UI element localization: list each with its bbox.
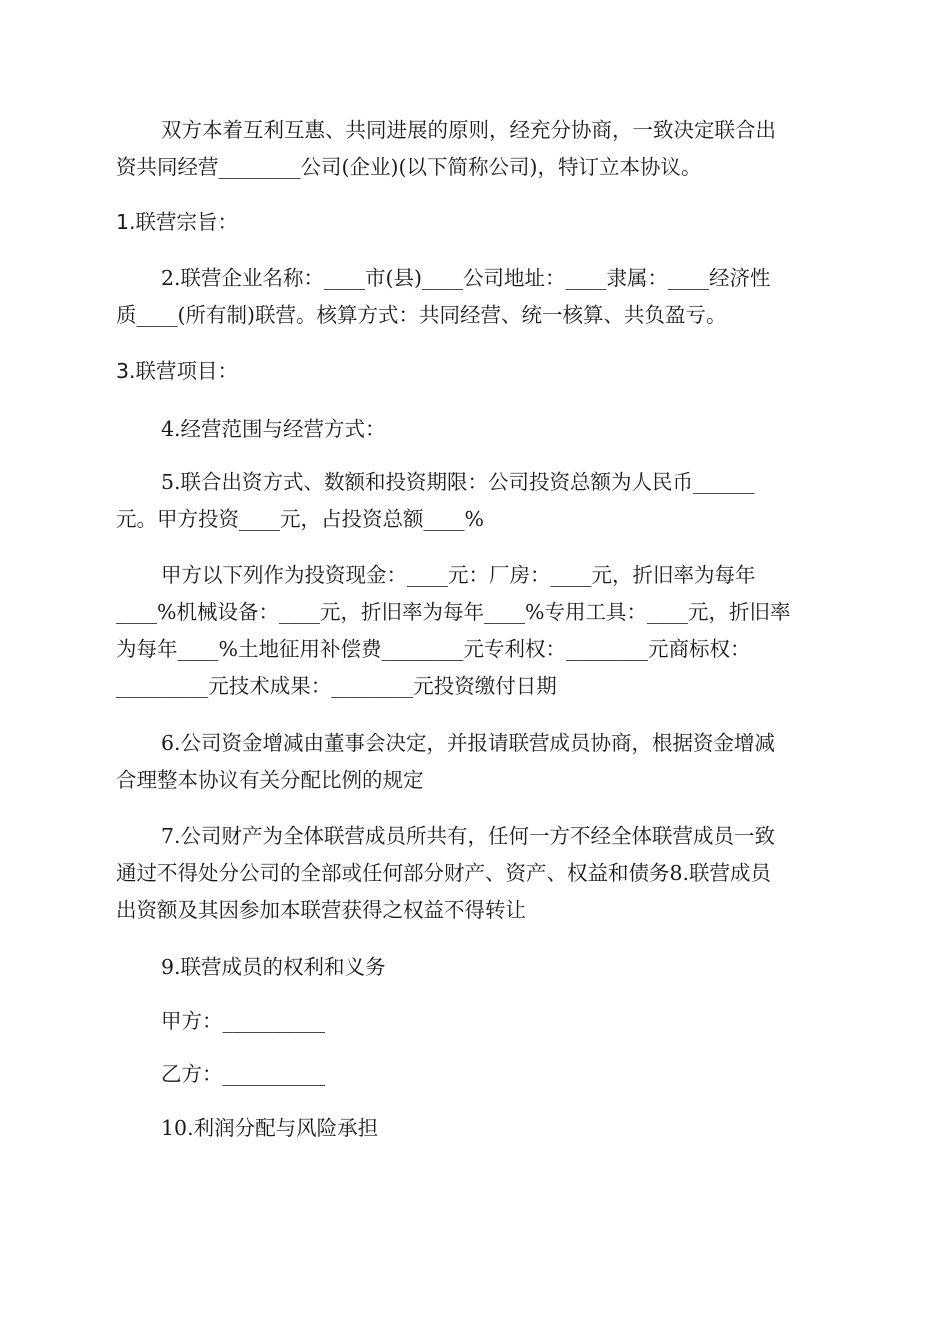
clause-10 [116, 1110, 836, 1147]
clause-5 [116, 464, 836, 538]
text-line: 出资额及其因参加本联营获得之权益不得转让 [116, 898, 526, 922]
text-line: 4.经营范围与经营方式： [161, 417, 386, 441]
section-heading-3 [116, 353, 836, 390]
clause-9 [116, 949, 836, 986]
text-line: 甲方以下列作为投资现金：____元：厂房：____元，折旧率为每年 [161, 563, 756, 587]
text-line: 3.联营项目： [116, 359, 239, 383]
clause-5-detail [116, 557, 836, 705]
text-line: 7.公司财产为全体联营成员所共有，任何一方不经全体联营成员一致 [161, 824, 776, 848]
text-line: 2.联营企业名称：____市(县)____公司地址：____隶属：____经济性 [161, 266, 771, 290]
text-line: 5.联合出资方式、数额和投资期限：公司投资总额为人民币______ [161, 470, 755, 494]
text-line: 乙方：__________ [161, 1062, 325, 1086]
text-line: 元。甲方投资____元，占投资总额____% [116, 507, 484, 531]
text-line: 通过不得处分公司的全部或任何部分财产、资产、权益和债务8.联营成员 [116, 861, 772, 885]
text-line: 为每年____%土地征用补偿费________元专利权：________元商标权： [116, 637, 751, 661]
text-line: 资共同经营________公司(企业)(以下简称公司)，特订立本协议。 [116, 155, 702, 179]
text-line: 9.联营成员的权利和义务 [161, 955, 386, 979]
text-line: _________元技术成果：________元投资缴付日期 [116, 674, 557, 698]
text-line: 1.联营宗旨： [116, 210, 239, 234]
clause-2 [116, 260, 836, 334]
intro-paragraph [116, 112, 836, 186]
clause-6 [116, 725, 836, 799]
party-a-line [116, 1003, 836, 1040]
text-line: 10.利润分配与风险承担 [161, 1116, 379, 1140]
text-line: 质____(所有制)联营。核算方式：共同经营、统一核算、共负盈亏。 [116, 303, 727, 327]
text-line: 6.公司资金增减由董事会决定，并报请联营成员协商，根据资金增减 [161, 731, 776, 755]
section-heading-1 [116, 204, 836, 241]
clause-4 [116, 411, 836, 448]
party-b-line [116, 1056, 836, 1093]
text-line: 双方本着互利互惠、共同进展的原则，经充分协商，一致决定联合出 [161, 118, 776, 142]
text-line: 合理整本协议有关分配比例的规定 [116, 768, 424, 792]
text-line: 甲方：__________ [161, 1009, 325, 1033]
clause-7-8 [116, 818, 836, 929]
text-line: ____%机械设备：____元，折旧率为每年____%专用工具：____元，折旧率 [116, 600, 791, 624]
